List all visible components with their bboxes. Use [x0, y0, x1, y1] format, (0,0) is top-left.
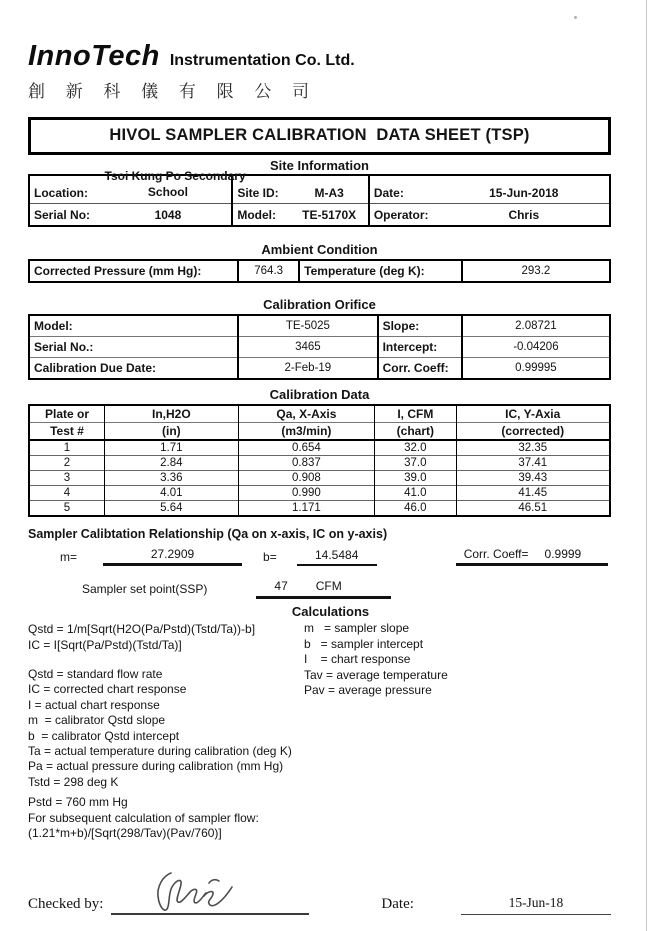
ssp-value-group [256, 579, 391, 599]
orifice-serial-label: Serial No.: [29, 337, 238, 358]
cell-inh2o: 3.36 [105, 471, 239, 486]
table-row [29, 486, 610, 501]
model-value: TE-5170X [290, 204, 368, 227]
site-information-table [28, 169, 611, 227]
location-label: Location: [34, 186, 88, 200]
orifice-serial-value: 3465 [238, 337, 377, 358]
cell-i: 37.0 [375, 456, 456, 471]
sampler-set-point-row [28, 579, 611, 599]
cell-ic: 37.41 [456, 456, 610, 471]
checked-by-label: Checked by: [28, 896, 104, 913]
orifice-corr-coeff-value: 0.99995 [462, 358, 610, 380]
col-header-qa: Qa, X-Axis [238, 405, 375, 423]
definition: Tstd = 298 deg K [28, 774, 119, 789]
orifice-intercept-value: -0.04206 [462, 337, 610, 358]
cell-i: 41.0 [375, 486, 456, 501]
cell-test: 1 [63, 442, 71, 454]
cell-inh2o: 1.71 [105, 440, 239, 456]
temperature-value: 293.2 [462, 260, 610, 282]
corr-coeff-label: Corr. Coeff= [463, 547, 529, 561]
cell-qa: 1.171 [238, 501, 375, 517]
m-value: 27.2909 [103, 547, 242, 566]
operator-value: Chris [439, 204, 610, 227]
definition: IC = corrected chart response [28, 682, 187, 697]
pressure-label: Corrected Pressure (mm Hg): [34, 264, 202, 278]
definition: m = calibrator Qstd slope [28, 713, 166, 728]
letterhead [28, 42, 611, 75]
cell-test: 2 [29, 456, 105, 471]
relationship-values-row [28, 546, 611, 566]
cell-i: 32.0 [375, 440, 456, 456]
definition: b = calibrator Qstd intercept [28, 728, 180, 743]
ssp-unit: CFM [315, 579, 342, 593]
serial-no-label: Serial No: [29, 204, 105, 227]
col-subheader-m3min: (m3/min) [238, 423, 375, 441]
scan-edge-line [646, 0, 647, 931]
relationship-heading: Sampler Calibtation Relationship (Qa on x-axis, IC on y-axis) [28, 527, 388, 541]
definition: (1.21*m+b)/[Sqrt(298/Tav)(Pav/760)] [28, 826, 222, 841]
definitions-list [28, 667, 302, 841]
operator-label: Operator: [369, 204, 439, 227]
calibration-data-table [28, 404, 611, 517]
orifice-corr-coeff-label: Corr. Coeff: [378, 358, 462, 380]
orifice-due-date-label: Calibration Due Date: [29, 358, 238, 380]
ssp-label: Sampler set point(SSP) [82, 582, 208, 596]
corr-coeff-group [456, 547, 608, 566]
ambient-condition-table [28, 259, 611, 283]
date-value: 15-Jun-2018 [489, 186, 559, 200]
cell-test: 4 [29, 486, 105, 501]
calc-item: b = sampler intercept [304, 636, 424, 651]
col-subheader-in: (in) [105, 423, 239, 441]
cell-test: 5 [29, 501, 105, 517]
site-information-heading: Site Information [270, 158, 369, 173]
sheet-title-box [28, 117, 611, 155]
cell-ic: 41.45 [456, 486, 610, 501]
cell-inh2o: 4.01 [105, 486, 239, 501]
footer-date-label: Date: [381, 896, 414, 913]
definition: Qstd = standard flow rate [28, 667, 163, 681]
calibration-orifice-heading: Calibration Orifice [263, 297, 376, 312]
cell-inh2o: 2.84 [105, 456, 239, 471]
cell-i: 39.0 [375, 471, 456, 486]
definition: Ta = actual temperature during calibration (deg K) [28, 744, 292, 759]
calc-item: m = sampler slope [304, 621, 410, 635]
site-id-value: M-A3 [290, 175, 368, 204]
calibration-orifice-table [28, 314, 611, 380]
company-name-chinese: 創 新 科 儀 有 限 公 司 [28, 82, 318, 101]
date-label: Date: [373, 186, 404, 200]
calc-item: Tav = average temperature [304, 667, 448, 682]
definition: I = actual chart response [28, 697, 160, 712]
orifice-intercept-label: Intercept: [378, 337, 462, 358]
cell-ic: 32.35 [456, 440, 610, 456]
ambient-condition-heading: Ambient Condition [261, 242, 378, 257]
calibration-data-heading: Calibration Data [269, 387, 370, 402]
location-value: Tsoi Kung Po Secondary School [105, 175, 233, 204]
table-row [29, 501, 610, 517]
calculations-columns [28, 621, 611, 841]
ssp-value: 47 [274, 579, 288, 593]
calc-item: I = chart response [304, 652, 411, 667]
col-subheader-chart: (chart) [375, 423, 456, 441]
site-id-label: Site ID: [237, 186, 279, 200]
model-label: Model: [232, 204, 290, 227]
col-header-ic: IC, Y-Axia [456, 405, 610, 423]
definition: For subsequent calculation of sampler flow: [28, 810, 259, 825]
checked-by-signature-line [111, 883, 309, 915]
cell-ic: 39.43 [456, 471, 610, 486]
scan-speck [574, 16, 577, 19]
col-header-i: I, CFM [375, 405, 456, 423]
sheet-title: HIVOL SAMPLER CALIBRATION DATA SHEET (TSP) [109, 126, 530, 144]
formulas-column [28, 621, 302, 841]
b-value: 14.5484 [297, 548, 377, 566]
definition: Pa = actual pressure during calibration (mm Hg) [28, 759, 284, 774]
calculations-heading: Calculations [291, 604, 370, 619]
cell-ic: 46.51 [456, 501, 610, 517]
col-subheader-corrected: (corrected) [456, 423, 610, 441]
formula-qstd: Qstd = 1/m[Sqrt(H2O(Pa/Pstd)(Tstd/Ta))-b] [28, 622, 256, 636]
col-subheader-test: Test # [29, 423, 105, 441]
cell-inh2o: 5.64 [105, 501, 239, 517]
orifice-slope-label: Slope: [378, 315, 462, 337]
definition: Pstd = 760 mm Hg [28, 795, 128, 810]
footer-date-value: 15-Jun-18 [461, 895, 611, 915]
pressure-value: 764.3 [238, 260, 299, 282]
cell-qa: 0.837 [238, 456, 375, 471]
formula-ic: IC = I[Sqrt(Pa/Pstd)(Tstd/Ta)] [28, 638, 182, 652]
company-name-suffix: Instrumentation Co. Ltd. [169, 52, 355, 69]
temperature-label: Temperature (deg K): [299, 260, 462, 282]
corr-coeff-value: 0.9999 [544, 547, 582, 561]
col-header-plate: Plate or [45, 407, 90, 421]
cell-qa: 0.990 [238, 486, 375, 501]
cell-test: 3 [29, 471, 105, 486]
b-label: b= [263, 550, 277, 564]
cell-i: 46.0 [375, 501, 456, 517]
serial-no-value: 1048 [105, 204, 233, 227]
table-row [29, 471, 610, 486]
col-header-inh2o: In,H2O [105, 405, 239, 423]
orifice-due-date-value: 2-Feb-19 [238, 358, 377, 380]
signature [135, 865, 255, 917]
m-label: m= [60, 550, 78, 564]
calc-item: Pav = average pressure [304, 683, 432, 698]
calculations-legend-column [302, 621, 611, 841]
cell-qa: 0.654 [238, 440, 375, 456]
table-row [29, 440, 610, 456]
cell-qa: 0.908 [238, 471, 375, 486]
table-row [29, 456, 610, 471]
orifice-model-label: Model: [34, 319, 73, 333]
company-logo-text: InnoTech [28, 40, 160, 72]
orifice-slope-value: 2.08721 [462, 315, 610, 337]
sign-off-row [28, 871, 611, 915]
orifice-model-value: TE-5025 [238, 315, 377, 337]
